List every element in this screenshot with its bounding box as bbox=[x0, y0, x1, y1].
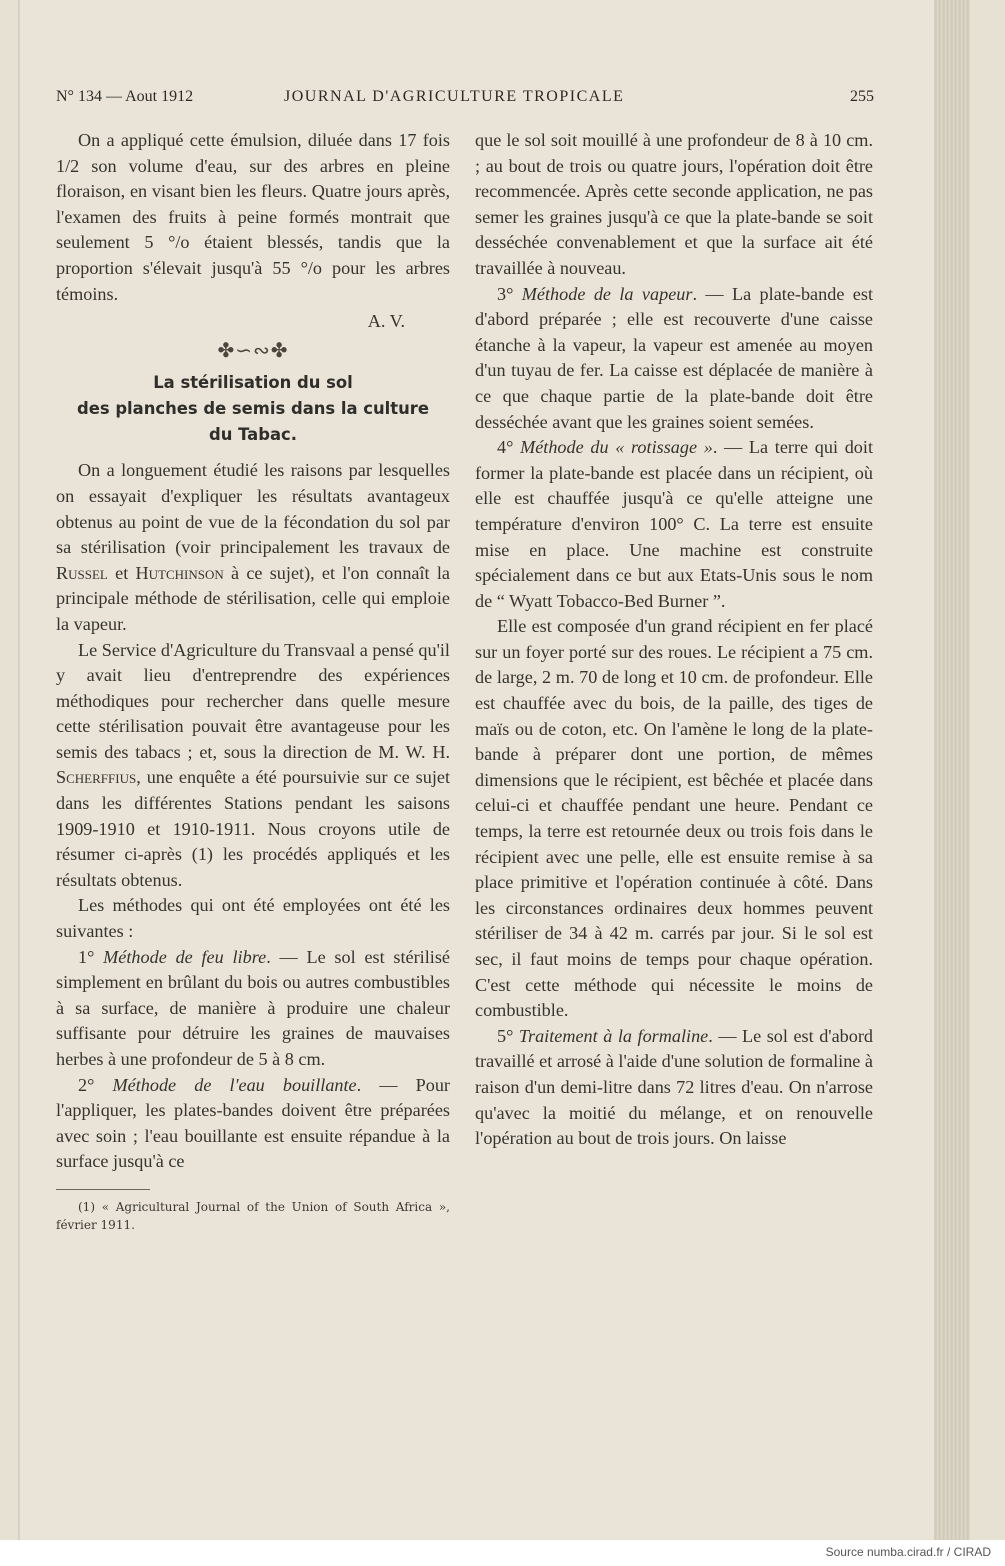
author-signature: A. V. bbox=[367, 311, 405, 332]
intro-paragraph: On a appliqué cette émulsion, diluée dans 17 fois 1/2 son volume d'eau, sur des arbres en pleine floraison, en visant bien les fleurs. Quatre jours après, l'examen des fruits à peine formés montrait que seulement 5 °/o étaient blessés, tandis que la proportion s'élevait jusqu'à 55 °/o pour les arbres témoins. bbox=[56, 130, 450, 304]
page-edge bbox=[934, 0, 970, 1540]
paragraph-research-text-3: à ce sujet), et l'on connaît la principale méthode de stérilisation, celle qui emploie la vapeur. bbox=[56, 562, 450, 634]
paragraph-transvaal-text-1: Le Service d'Agriculture du Transvaal a pensé qu'il y avait lieu d'entreprendre des expériences méthodiques pour rechercher dans quelle mesure cette stérilisation pouvait être avantageuse pour les semis des tabacs ; et, sous la direction de M. W. H. bbox=[56, 639, 450, 762]
method-2-continuation: que le sol soit mouillé à une profondeur de 8 à 10 cm. ; au bout de trois ou quatre jours, l'opération doit être recommencée. Après cette seconde application, ne pas semer les graines jusqu'à ce que la plate-bande se soit desséchée convenablement et que la surface ait été travaillée à nouveau. bbox=[475, 130, 873, 278]
source-credit: Source numba.cirad.fr / CIRAD bbox=[825, 1545, 991, 1559]
machine-description-paragraph: Elle est composée d'un grand récipient en fer placé sur un foyer porté sur des roues. Le récipient a 75 cm. de large, 2 m. 70 de long et 10 cm. de profondeur. Elle est chauffée avec du bois, de la paille, des tiges de maïs ou de coton, etc. On l'amène le long de la plate-bande à préparer dont une portion, de mêmes dimensions que le récipient, est bêchée et placée dans celui-ci et chauffée pendant une heure. Pendant ce temps, la terre est retournée deux ou trois fois dans le récipient avec une pelle, elle est ensuite remise à sa place primitive et l'opération continuée à côté. Dans les circonstances ordinaires deux hommes peuvent stériliser de 34 à 42 m. carrés par jour. Si le sol est sec, il faut moins de temps pour chaque opération. C'est cette méthode qui nécessite le moins de combustible. bbox=[475, 616, 873, 1021]
right-column bbox=[475, 128, 873, 1152]
paragraph-transvaal-text-2: , une enquête a été poursuivie sur ce sujet dans les différentes Stations pendant les saisons 1909-1910 et 1910-1911. Nous croyons utile de résumer ci-après (1) les procédés appliqués et les résultats obtenus. bbox=[56, 767, 450, 890]
method-2-paragraph bbox=[56, 1073, 450, 1175]
page-number: 255 bbox=[850, 88, 874, 105]
paragraph-research bbox=[56, 458, 450, 637]
journal-page bbox=[18, 0, 970, 1540]
method-3-text: . — La plate-bande est d'abord préparée ; elle est recouverte d'une caisse étanche à la vapeur, la vapeur est amenée au moyen d'un tuyau de fer. La caisse est déplacée de manière à ce que chaque partie de la plate-bande doit être desséchée avant que les graines soient semées. bbox=[475, 283, 873, 432]
method-3-paragraph bbox=[475, 282, 873, 436]
paragraph-research-text-2: et bbox=[107, 562, 136, 583]
method-1-title: Méthode de feu libre bbox=[103, 946, 267, 967]
article-title bbox=[56, 370, 450, 448]
author-name-scherffius: Scherffius bbox=[56, 767, 137, 788]
left-column bbox=[56, 128, 450, 1234]
author-name-russel: Russel bbox=[56, 562, 108, 583]
method-5-text: . — Le sol est d'abord travaillé et arrosé à l'aide d'une solution de formaline à raison d'un demi-litre dans 72 litres d'eau. On n'arrose qu'avec la moitié du mélange, et on renouvelle l'opération au bout de trois jours. On laisse bbox=[475, 1025, 873, 1149]
paragraph-research-text-1: On a longuement étudié les raisons par lesquelles on essayait d'expliquer les résultats avantageux obtenus au point de vue de la fécondation du sol par sa stérilisation (voir principalement les travaux de bbox=[56, 460, 450, 558]
method-1-number: 1° bbox=[78, 946, 104, 967]
method-4-number: 4° bbox=[497, 437, 521, 458]
section-ornament: ✤∽∾✤ bbox=[217, 339, 289, 362]
method-5-title: Traitement à la formaline bbox=[518, 1025, 709, 1046]
issue-label: N° 134 — Aout 1912 bbox=[56, 88, 194, 105]
method-2-title: Méthode de l'eau bouillante bbox=[112, 1074, 357, 1095]
footnote: (1) « Agricultural Journal of the Union of South Africa », février 1911. bbox=[56, 1199, 450, 1232]
author-name-hutchinson: Hutchinson bbox=[135, 562, 224, 583]
method-2-number: 2° bbox=[78, 1074, 113, 1095]
article-title-line-1: La stérilisation du sol bbox=[153, 373, 353, 393]
method-5-paragraph bbox=[475, 1024, 873, 1152]
article-title-line-3: du Tabac. bbox=[209, 425, 297, 445]
method-4-text: . — La terre qui doit former la plate-bande est placée dans un récipient, où elle est chauffée jusqu'à ce qu'elle atteigne une température d'environ 100° C. La terre est ensuite mise en place. Une machine est construite spécialement dans ce but aux Etats-Unis sous le nom de “ Wyatt Tobacco-Bed Burner ”. bbox=[475, 437, 874, 611]
journal-title: JOURNAL D'AGRICULTURE TROPICALE bbox=[284, 88, 625, 105]
paragraph-methods-intro: Les méthodes qui ont été employées ont été les suivantes : bbox=[56, 895, 450, 942]
method-2-text: . — Pour l'appliquer, les plates-bandes doivent être préparées avec soin ; l'eau bouillante est ensuite répandue à la surface jusqu'à ce bbox=[56, 1074, 450, 1172]
method-4-paragraph bbox=[475, 435, 873, 614]
method-1-text: . — Le sol est stérilisé simplement en brûlant du bois ou autres combustibles à sa surface, de manière à produire une chaleur suffisante pour détruire les graines de mauvaises herbes à une profondeur de 5 à 8 cm. bbox=[56, 946, 450, 1069]
running-header bbox=[56, 88, 874, 110]
method-3-title: Méthode de la vapeur bbox=[521, 283, 693, 304]
paragraph-transvaal bbox=[56, 638, 450, 894]
footnote-divider bbox=[56, 1189, 150, 1190]
method-5-number: 5° bbox=[497, 1025, 519, 1046]
method-1-paragraph bbox=[56, 945, 450, 1073]
method-3-number: 3° bbox=[497, 283, 522, 304]
method-4-title: Méthode du « rotissage » bbox=[520, 437, 713, 458]
article-title-line-2: des planches de semis dans la culture bbox=[77, 399, 429, 419]
